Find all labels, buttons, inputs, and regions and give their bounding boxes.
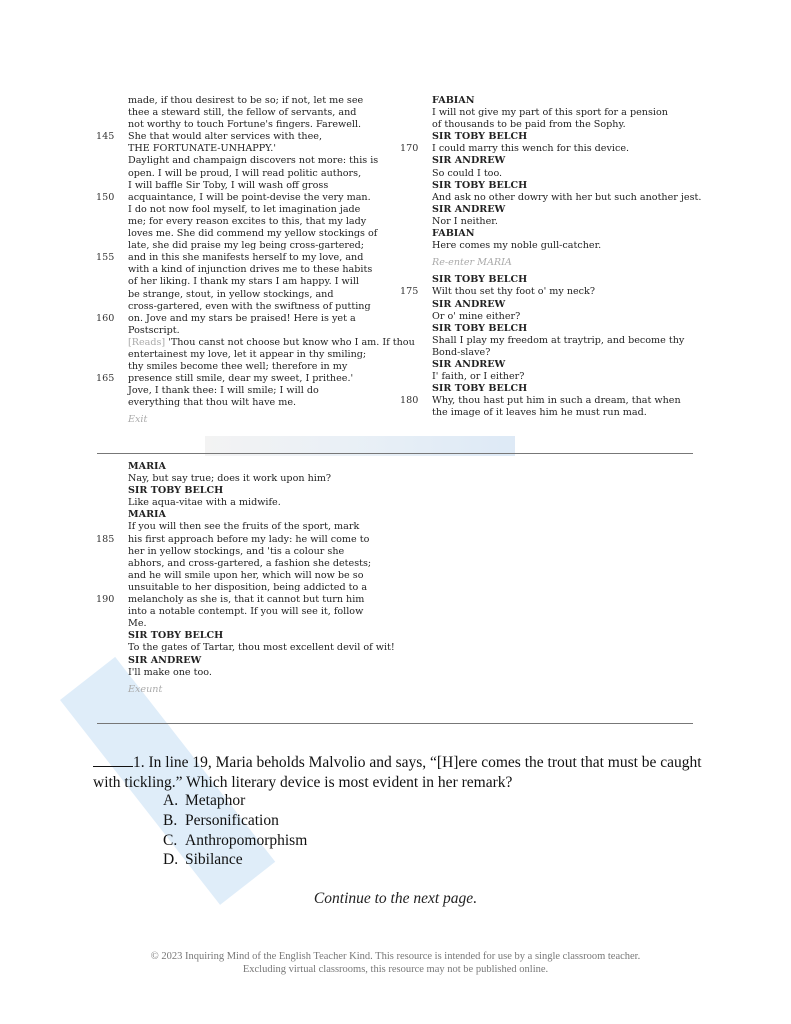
line-text: I could marry this wench for this device. [432,143,630,155]
line-text: and he will smile upon her, which will now be so [128,569,364,581]
line-text: MARIA [128,461,166,472]
line-number: 185 [96,533,115,545]
option-label: Metaphor [185,792,246,809]
line-text: into a notable contempt. If you will see it, follow [128,606,364,618]
script-line [128,143,415,155]
divider [97,453,693,454]
continue-note: Continue to the next page. [313,890,478,907]
script-line [128,155,415,167]
script-line [96,312,415,325]
script-line [128,546,395,558]
line-text: Exit [128,414,148,426]
line-text: melancholy as she is, that it cannot but turn him [128,594,365,606]
reads-direction: [Reads] [128,336,166,348]
line-text: of her liking. I thank my stars I am happy. I will [128,276,359,288]
script-line [128,558,395,570]
speaker-name [432,359,701,371]
line-text: I will baffle Sir Toby, I will wash off gross [128,179,329,191]
line-text: SIR TOBY BELCH [432,131,528,143]
line-text: Postscript. [128,324,180,336]
option-letter: C. [163,831,178,849]
speaker-name [128,655,395,667]
line-text: Daylight and champaign discovers not more: this is [128,155,379,167]
line-text: FABIAN [432,95,475,106]
script-line [400,286,701,298]
line-number: 150 [96,191,115,203]
line-text: I'll make one too. [128,666,212,678]
line-text: SIR TOBY BELCH [432,383,528,395]
line-text: SIR TOBY BELCH [432,322,528,334]
line-text: SIR TOBY BELCH [432,274,528,286]
speaker-name [432,228,701,240]
line-text: FABIAN [432,228,475,240]
script-line [128,168,415,180]
line-text: SIR TOBY BELCH [128,485,224,497]
script-line [432,192,701,204]
script-line [432,240,701,252]
script-line [128,119,415,131]
script-line [128,397,415,409]
usage-line: Excluding virtual classrooms, this resource may not be published online. [242,964,549,975]
script-line [432,371,701,383]
line-text: Jove, I thank thee: I will smile; I will do [128,385,319,397]
option-c [163,831,307,851]
line-text: the image of it leaves him he must run mad. [432,407,647,419]
line-text: her in yellow stockings, and 'tis a colour she [128,545,345,557]
option-label: Sibilance [185,851,243,869]
line-text: with a kind of injunction drives me to these habits [128,264,373,276]
answer-blank[interactable] [93,752,133,767]
line-text: thee a steward still, the fellow of servants, and [128,107,357,119]
script-line [96,131,415,143]
script-line [128,349,415,361]
line-number: 175 [400,286,419,298]
script-line [128,361,415,373]
speaker-name [432,383,701,395]
script-line [128,337,415,349]
copyright-line: © 2023 Inquiring Mind of the English Teacher Kind. This resource is intended for use by a single classroom teacher. [150,951,641,962]
script-line [128,180,415,192]
script-line [432,119,701,131]
line-text: late, she did praise my leg being cross-gartered; [128,240,365,252]
line-text: entertainest my love, let it appear in thy smiling; [128,348,367,360]
line-text: abhors, and cross-gartered, a fashion she detests; [128,557,372,569]
line-text: Wilt thou set thy foot o' my neck? [432,286,596,298]
script-line [128,276,415,288]
line-text: Here comes my noble gull-catcher. [432,240,602,252]
line-text: Exeunt [128,683,163,695]
line-text: and in this she manifests herself to my love, and [128,252,364,264]
line-text: She that would alter services with thee, [128,131,323,143]
line-text: Why, thou hast put him in such a dream, that when [432,395,681,407]
line-text: Nor I neither. [432,215,498,227]
option-letter: B. [163,811,178,829]
line-text: I do not now fool myself, to let imagination jade [128,203,361,215]
script-line [128,521,395,533]
speaker-name [432,274,701,286]
script-line [128,582,395,594]
script-line [128,667,395,679]
speaker-name [432,180,701,192]
script-line [128,216,415,228]
answer-options [163,791,307,870]
line-text: THE FORTUNATE-UNHAPPY.' [128,143,276,155]
line-text: of thousands to be paid from the Sophy. [432,119,626,131]
line-text: And ask no other dowry with her but such another jest. [432,191,702,203]
line-number: 190 [96,594,115,606]
line-text: I will not give my part of this sport for a pension [432,107,668,119]
line-number: 165 [96,373,115,385]
line-text: Nay, but say true; does it work upon him? [128,473,332,485]
script-line [128,264,415,276]
option-a [163,791,307,811]
line-number: 145 [96,131,115,143]
script-line [128,289,415,301]
line-text: SIR TOBY BELCH [128,630,224,642]
line-text: SIR ANDREW [432,298,506,310]
script-line [128,606,395,618]
script-second-section [96,461,395,701]
script-line [128,325,415,337]
line-text: Bond-slave? [432,346,491,358]
script-line [96,252,415,264]
line-text: Or o' mine either? [432,310,521,322]
script-line [128,228,415,240]
script-line [96,191,415,204]
line-text: open. I will be proud, I will read politic authors, [128,167,362,179]
script-line [128,618,395,630]
script-right-column [400,95,702,419]
line-text: SIR ANDREW [432,155,506,167]
line-text: I' faith, or I either? [432,371,525,383]
speaker-name [128,509,395,521]
script-line [432,347,701,359]
option-letter: A. [163,792,179,809]
stage-direction [128,414,415,426]
script-line [128,473,395,485]
line-text: cross-gartered, even with the swiftness of putting [128,300,371,312]
script-line [432,107,701,119]
script-line [432,168,701,180]
line-text: SIR TOBY BELCH [432,179,528,191]
line-text: SIR ANDREW [432,358,506,370]
speaker-name [432,155,701,167]
line-text: unsuitable to her disposition, being addicted to a [128,581,368,593]
option-label: Personification [185,811,279,829]
line-text: SIR ANDREW [128,654,202,666]
line-text: presence still smile, dear my sweet, I prithee.' [128,373,354,385]
speaker-name [432,299,701,311]
line-text: SIR ANDREW [432,203,506,215]
option-label: Anthropomorphism [185,831,308,849]
script-line [400,143,701,155]
speaker-name [432,204,701,216]
line-number: 170 [400,143,419,155]
script-line [432,311,701,323]
script-line [128,95,415,107]
script-line [96,533,395,546]
line-text: thy smiles become thee well; therefore in my [128,361,348,373]
option-letter: D. [163,851,179,869]
speaker-name [128,485,395,497]
line-text: made, if thou desirest to be so; if not, let me see [128,95,364,106]
option-d [163,850,307,870]
line-text: Re-enter MARIA [432,257,512,269]
line-text: Like aqua-vitae with a midwife. [128,497,281,509]
line-number: 155 [96,252,115,264]
divider [97,723,693,724]
line-text: be strange, stout, in yellow stockings, and [128,288,334,300]
stage-direction [432,257,701,269]
line-number: 160 [96,312,115,324]
line-text: If you will then see the fruits of the sport, mark [128,521,360,533]
script-line [128,642,395,654]
script-left-column [96,95,415,432]
script-line [96,594,395,606]
script-line [128,107,415,119]
script-line [432,216,701,228]
speaker-name [432,95,701,107]
script-line [128,570,395,582]
line-text: on. Jove and my stars be praised! Here is yet a [128,312,356,324]
speaker-name [128,461,395,473]
script-line [128,497,395,509]
line-text: Shall I play my freedom at traytrip, and become thy [432,334,685,346]
script-line [400,395,701,407]
line-text: not worthy to touch Fortune's fingers. Farewell. [128,119,362,131]
speaker-name [128,630,395,642]
line-text: 'Thou canst not choose but know who I am. If thou [165,336,415,348]
line-text: everything that thou wilt have me. [128,397,297,409]
speaker-name [432,323,701,335]
line-text: So could I too. [432,167,503,179]
line-text: To the gates of Tartar, thou most excellent devil of wit! [128,642,395,654]
question-text: 1. In line 19, Maria beholds Malvolio and says, “[H]ere comes the trout that must be caught with tickling.” Which literary device is most evident in her remark? [93,754,702,791]
script-line [128,240,415,252]
script-line [128,301,415,313]
script-line [432,407,701,419]
speaker-name [432,131,701,143]
option-b [163,811,307,831]
stage-direction [128,684,395,696]
line-text: acquaintance, I will be point-devise the very man. [128,191,371,203]
script-line [128,204,415,216]
script-line [96,373,415,385]
line-text: loves me. She did commend my yellow stockings of [128,228,378,240]
footer [0,950,791,976]
question [93,752,703,793]
line-text: me; for every reason excites to this, that my lady [128,215,367,227]
script-line [128,385,415,397]
line-text: his first approach before my lady: he will come to [128,533,370,545]
line-text: MARIA [128,509,166,521]
line-number: 180 [400,395,419,407]
line-text: Me. [128,618,147,630]
script-line [432,335,701,347]
